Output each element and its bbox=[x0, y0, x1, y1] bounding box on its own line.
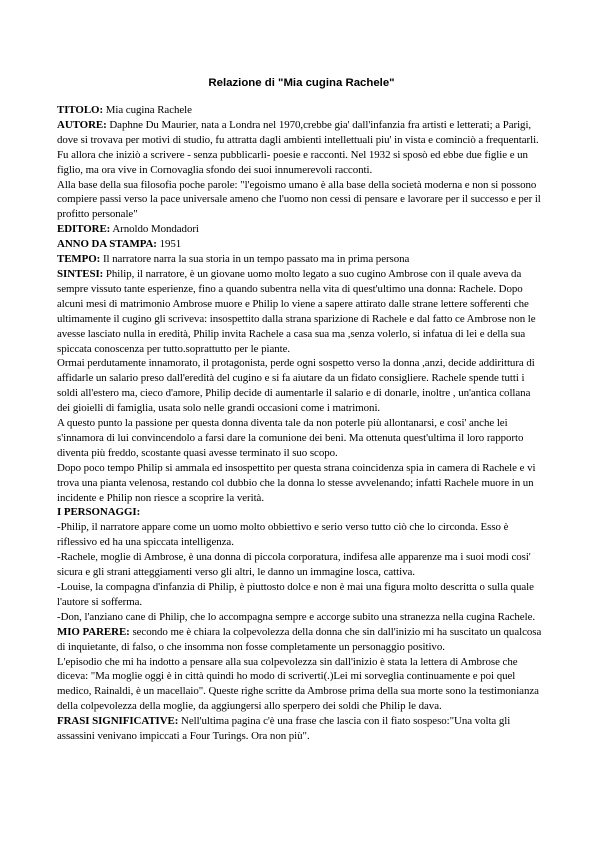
paragraph-text: 1951 bbox=[156, 238, 182, 251]
paragraph-text: L'episodio che mi ha indotto a pensare alla sua colpevolezza sin dall'inizio è stata la lettera di Ambrose che diceva: "Ma moglie oggi è in città quindi ho modo di scriverti(.)Lei mi sorveglia continuamente e poi quel medico, Rainaldi, è un macellaio". Queste righe scritte da Ambrose prima della sua morte sono la testimonianza della colpevolezza della moglie, da aggiungersi allo sperpero dei soldi che Philip le dava. bbox=[57, 655, 539, 713]
paragraph-label: EDITORE: bbox=[57, 223, 111, 236]
paragraph-label: SINTESI: bbox=[57, 267, 104, 280]
paragraph bbox=[57, 655, 546, 715]
paragraph-label: FRASI SIGNIFICATIVE: bbox=[57, 715, 179, 728]
paragraph-text: -Rachele, moglie di Ambrose, è una donna di piccola corporatura, indifesa alle apparenze ma i suoi modi cosi' sicura e gli strani atteggiamenti verso gli altri, le danno un immagine losca, cattiva. bbox=[57, 551, 531, 579]
paragraph bbox=[57, 610, 546, 625]
paragraph bbox=[57, 252, 546, 267]
paragraph-text: Arnoldo Mondadori bbox=[110, 223, 199, 236]
paragraph-text: Ormai perdutamente innamorato, il protagonista, perde ogni sospetto verso la donna ,anzi, decide addirittura di affidarle un salario preso dall'eredità del cugino e si fa aiutare da un fidato consigliere. Rachele spende tutti i soldi all'estero ma, cieco d'amore, Philip decide di aumentarle il salario e di donarle, inoltre , un'antica collana dei gioielli di famiglia, usata solo nelle grandi occasioni come i matrimoni. bbox=[57, 357, 535, 415]
paragraph-label: MIO PARERE: bbox=[57, 625, 130, 638]
paragraph bbox=[57, 103, 546, 118]
paragraph bbox=[57, 461, 546, 506]
paragraph-text: Philip, il narratore, è un giovane uomo molto legato a suo cugino Ambrose con il quale aveva da sempre vissuto tante esperienze, fino a quando subentra nella vita di quest'ultimo una donna: Rachele. Dopo alcuni mesi di matrimonio Ambrose muore e Philip lo viene a sapere attirato dalle strane lettere sofferenti che ultimamente il cugino gli scriveva: insospettito dalla strana sparizione di Rachele e dal fatto ce Ambrose non le avesse lasciato nulla in eredità, Philip invita Rachele a casa sua ma ,senza volerlo, si infatua di lei e della sua spiccata conoscenza per tutto.soprattutto per le piante. bbox=[57, 267, 536, 355]
paragraph-label: I PERSONAGGI: bbox=[57, 506, 141, 519]
paragraph bbox=[57, 714, 546, 744]
document-body bbox=[57, 103, 546, 744]
paragraph-text: Mia cugina Rachele bbox=[103, 104, 192, 116]
paragraph bbox=[57, 416, 546, 461]
paragraph-text: Dopo poco tempo Philip si ammala ed insospettito per questa strana coincidenza spia in camera di Rachele e vi trova una pianta velenosa, restando col dubbio che la donna lo stesse avvelenando; infatti Rachele muore in un incidente e Philip non riesce a scoprire la verità. bbox=[57, 461, 536, 504]
paragraph-label: ANNO DA STAMPA: bbox=[57, 238, 157, 251]
paragraph-text: Nell'ultima pagina c'è una frase che lascia con il fiato sospeso:"Una volta gli assassini venivano impiccati a Four Turings. Ora non più". bbox=[57, 715, 511, 743]
paragraph-text: -Don, l'anziano cane di Philip, che lo accompagna sempre e accorge subito una stranezza nella cugina Rachele. bbox=[57, 610, 536, 623]
document-title: Relazione di "Mia cugina Rachele" bbox=[208, 77, 395, 89]
paragraph-text: Daphne Du Maurier, nata a Londra nel 1970,crebbe gia' dall'infanzia fra artisti e letterati; a Parigi, dove si trovava per motivi di studio, fu attratta dagli ambienti intellettuali piu' in vista e cominciò a frequentarli. Fu allora che iniziò a scrivere - senza pubblicarli- poesie e racconti. Nel 1932 si sposò ed ebbe due figlie e un figlio, ma ora vive in Cornovaglia sfondo dei suoi innumerevoli racconti. bbox=[57, 118, 539, 176]
paragraph bbox=[57, 118, 546, 178]
paragraph bbox=[57, 550, 546, 580]
paragraph-text: A questo punto la passione per questa donna diventa tale da non poterle più allontanarsi, e cosi' anche lei s'innamora di lui convincendolo a farsi dare la comunione dei beni. Ma ottenuta quest'ultima il loro rapporto diventa più freddo, scostante quasi avesse terminato il suo scopo. bbox=[57, 417, 524, 459]
paragraph-label: AUTORE: bbox=[57, 118, 107, 131]
paragraph-label: TITOLO: bbox=[57, 104, 104, 116]
paragraph bbox=[57, 520, 546, 550]
paragraph-text: secondo me è chiara la colpevolezza della donna che sin dall'inizio mi ha suscitato un qualcosa di inquietante, di falso, o che insomma non fosse completamente un personaggio positivo. bbox=[57, 625, 542, 653]
paragraph-text: -Philip, il narratore appare come un uomo molto obbiettivo e serio verso tutto ciò che lo circonda. Esso è riflessivo ed ha una spiccata intelligenza. bbox=[57, 521, 509, 549]
paragraph-text: -Louise, la compagna d'infanzia di Philip, è piuttosto dolce e non è mai una figura molto descritta o sulla quale l'autore si sofferma. bbox=[57, 581, 534, 608]
paragraph bbox=[57, 267, 546, 356]
paragraph bbox=[57, 625, 546, 655]
paragraph bbox=[57, 580, 546, 610]
paragraph bbox=[57, 178, 546, 223]
paragraph-label: TEMPO: bbox=[57, 253, 101, 266]
paragraph bbox=[57, 356, 546, 416]
paragraph-text: Il narratore narra la sua storia in un tempo passato ma in prima persona bbox=[100, 253, 410, 266]
paragraph-text: Alla base della sua filosofia poche parole: "l'egoismo umano è alla base della società moderna e non si possono compiere passi verso la pace universale ameno che l'uomo non cessi di pensare e lavorare per il successo e per il profitto personale" bbox=[57, 178, 541, 221]
paragraph bbox=[57, 505, 546, 520]
paragraph bbox=[57, 222, 546, 237]
paragraph bbox=[57, 237, 546, 252]
